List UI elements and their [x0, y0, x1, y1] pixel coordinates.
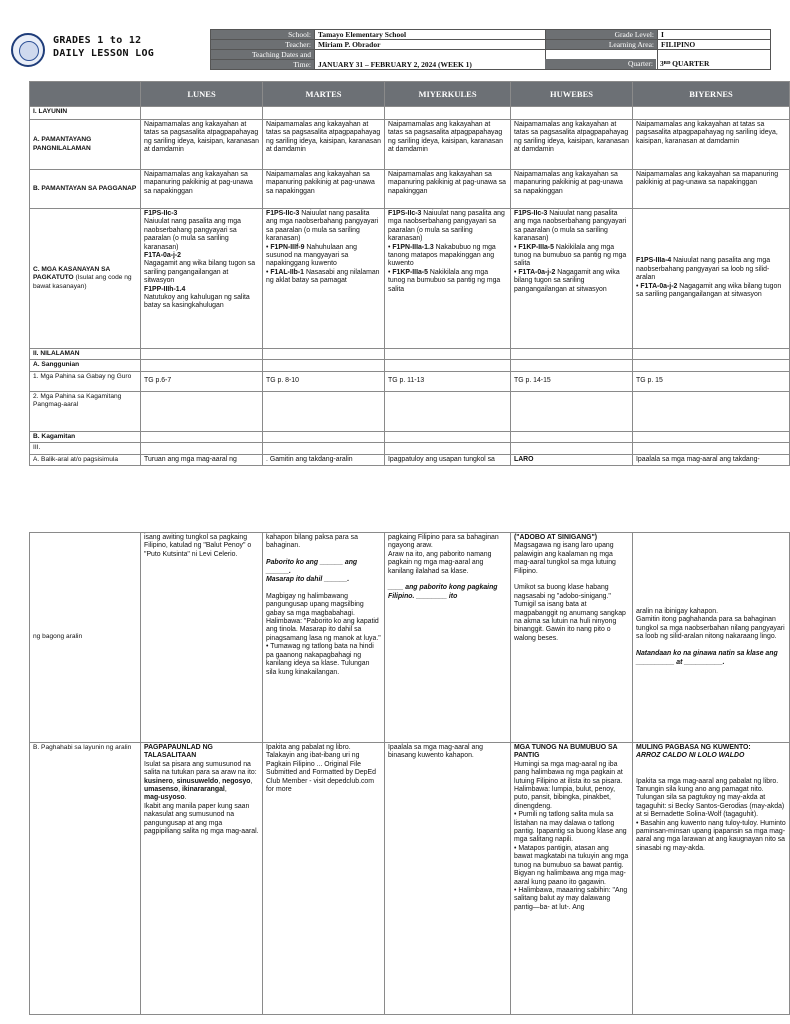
balik-cont-biyernes: aralin na ibinigay kahapon. Gamitin itong paghahanda para sa bahaginan tungkol sa mga naobserbahan nilang pangyayari sa loob ng silid-aralan nitong nakaraang lingo. Natandaan ko na ginawa natin sa klase ang __________ at __________.: [633, 533, 790, 743]
deped-seal-icon: [11, 33, 45, 67]
balik-martes: . Gamitin ang takdang-aralin: [263, 454, 385, 465]
tg-page-lunes: TG p.6-7: [141, 371, 263, 391]
paghahabi-huwebes: MGA TUNOG NA BUMUBUO SA PANTIG Humingi sa mga mag-aaral ng iba pang halimbawa ng mga pagkain at lutuing Filipino at ilista ito sa pisara. Halimbawa: lumpia, bulut, penoy, puto, pansit, bibingka, pinakbet, dinengdeng. • Pumili ng tatlong salita mula sa listahan na may dalawa o tatlong pantig. Ipapantig sa buong klase ang mga salitang napili. • Matapos pantigin, atasan ang bawat magkatabi na tukuyin ang mga tunog na bumubuo sa bawat pantig. Bigyan ng halimbawa ang mga mag-aaral kung paano ito gagawin. • Halimbawa, maaaring sabihin: "Ang salitang balut ay may dalawang pantig—ba- at lut-. Ang: [511, 743, 633, 1015]
pagganap-martes: Naipamamalas ang kakayahan sa mapanuring pakikinig at pag-unawa sa napakinggan: [263, 170, 385, 209]
day-header-miyerkules: MIYERKULES: [385, 82, 511, 107]
tg-page-huwebes: TG p. 14-15: [511, 371, 633, 391]
paghahabi-miyerkules: Ipaalala sa mga mag-aaral ang binasang kuwento kahapon.: [385, 743, 511, 1015]
day-header-biyernes: BIYERNES: [633, 82, 790, 107]
tg-page-biyernes: TG p. 15: [633, 371, 790, 391]
lesson-log-table-page-2: [29, 532, 790, 1015]
kasanayan-miyerkules: F1PS-IIc-3 Naiuulat nang pasalita ang mga naobserbahang pangyayari sa paaralan (o mula sa sariling karanasan) • F1PN-IIIa-1.3 Nakabubuo ng mga tanong matapos mapakinggan ang kuwento • F1KP-IIIa-5 Nakikilala ang mga tunog na bumubuo sa pantig ng mga salita: [385, 209, 511, 349]
title-line-2: DAILY LESSON LOG: [53, 48, 155, 59]
pagganap-miyerkules: Naipamamalas ang kakayahan sa mapanuring pakikinig at pag-unawa sa napakinggan: [385, 170, 511, 209]
teacher-label: Teacher:: [211, 40, 315, 50]
section-iii-label: III.: [30, 443, 141, 454]
learning-area-value: FILIPINO: [658, 40, 771, 50]
sanggunian-label: A. Sanggunian: [30, 360, 141, 371]
paghahabi-biyernes: MULING PAGBASA NG KUWENTO: ARROZ CALDO NI LOLO WALDO Ipakita sa mga mag-aaral ang pabalat ng libro. Tanungin sila kung ano ang pamagat nito. Tulungan sila sa pagtukoy ng may-akda at tagaguhit: si Becky Santos-Gerodias (may-akda) at si Bernadette Solina-Wolf (tagaguhit). • Basahin ang kuwento nang tuloy-tuloy. Huminto paminsan-minsan upang ipapansin sa mga mag-aaral ang mga larawan at ang kaugnayan nito sa sinasabi ng may-akda.: [633, 743, 790, 1015]
teaching-dates-label-2: Time:: [211, 60, 315, 70]
kasanayan-martes: F1PS-IIc-3 Naiuulat nang pasalita ang mga naobserbahang pangyayari sa paaralan (o mula sa sariling karanasan) • F1PN-IIIf-9 Nahuhulaan ang susunod na mangyayari sa napakinggang kuwento • F1AL-IIb-1 Nasasabi ang nilalaman ng aklat batay sa pamagat: [263, 209, 385, 349]
kasanayan-label: C. MGA KASANAYAN SA PAGKATUTO: [33, 265, 111, 282]
pagganap-huwebes: Naipamamalas ang kakayahan sa mapanuring pakikinig at pag-unawa sa napakinggan: [511, 170, 633, 209]
balik-lunes: Turuan ang mga mag-aaral ng: [141, 454, 263, 465]
kagamitang-pangmag-aaral-label: 2. Mga Pahina sa Kagamitang Pangmag-aaral: [30, 391, 141, 431]
teacher-value: Miriam P. Obrador: [315, 40, 546, 50]
pamantayang-pangnilalaman-miyerkules: Naipamamalas ang kakayahan at tatas sa pagsasalita atpagpapahayag ng sariling ideya, kaisipan, karanasan at damdamin: [385, 120, 511, 170]
nilalaman-label: II. NILALAMAN: [30, 349, 141, 360]
pamantayang-pangnilalaman-martes: Naipamamalas ang kakayahan at tatas sa pagsasalita atpagpapahayag ng sariling ideya, kaisipan, karanasan at damdamin: [263, 120, 385, 170]
grade-level-label: Grade Level:: [546, 30, 658, 40]
balik-cont-lunes: isang awiting tungkol sa pagkaing Filipino, katulad ng "Balut Penoy" o "Puto Kutsinta" ni Levi Celerio.: [141, 533, 263, 743]
kasanayan-note: (Isulat ang code ng bawat kasanayan): [33, 274, 132, 290]
balik-cont-martes: kahapon bilang paksa para sa bahaginan. Paborito ko ang ______ ang ______. Masarap ito dahil ______. Magbigay ng halimbawang pangungusap upang magsilbing gabay sa mga magbabahagi. Halimbawa: "Paborito ko ang kapatid ang tinola. Masarap ito dahil sa pinagsamang lasa ng manok at luya." • Tumawag ng tatlong bata na hindi pa gaanong nakapagbahagi ng kanilang ideya sa klase. Tulungan sila kung kinakailangan.: [263, 533, 385, 743]
kasanayan-lunes: F1PS-IIc-3 Naiuulat nang pasalita ang mga naobserbahang pangyayari sa paaralan (o mula sa sariling karanasan) F1TA-0a-j-2 Nagagamit ang wika bilang tugon sa sariling pangangailangan at sitwasyon F1PP-IIIh-1.4 Natutukoy ang kahulugan ng salita batay sa kasingkahulugan: [141, 209, 263, 349]
school-value: Tamayo Elementary School: [315, 30, 546, 40]
pamantayang-pangnilalaman-biyernes: Naipamamalas ang kakayahan at tatas sa pagsasalita atpagpapahayag ng sariling ideya, kaisipan, karanasan at damdamin: [633, 120, 790, 170]
kasanayan-biyernes: F1PS-IIIa-4 Naiuulat nang pasalita ang mga naobserbahang pangyayari sa loob ng silid-aralan • F1TA-0a-j-2 Nagagamit ang wika bilang tugon sa sariling pangangailangan at sitwasyon: [633, 209, 790, 349]
balik-biyernes: Ipaalala sa mga mag-aaral ang takdang-: [633, 454, 790, 465]
paghahabi-label: B. Paghahabi sa layunin ng aralin: [30, 743, 141, 1015]
pagganap-lunes: Naipamamalas ang kakayahan sa mapanuring pakikinig at pag-unawa sa napakinggan: [141, 170, 263, 209]
quarter-label: Quarter:: [545, 59, 656, 69]
pagganap-biyernes: Naipamamalas ang kakayahan sa mapanuring pakikinig at pag-unawa sa napakinggan: [633, 170, 790, 209]
teaching-dates-value: JANUARY 31 – FEBRUARY 2, 2024 (WEEK 1): [315, 50, 546, 70]
day-header-lunes: LUNES: [141, 82, 263, 107]
grade-level-value: I: [658, 30, 771, 40]
tg-page-miyerkules: TG p. 11-13: [385, 371, 511, 391]
day-header-huwebes: HUWEBES: [511, 82, 633, 107]
balik-huwebes: LARO: [511, 454, 633, 465]
balik-cont-huwebes: ("ADOBO AT SINIGANG") Magsagawa ng isang laro upang palawigin ang kaalaman ng mga mag-aaral tungkol sa mga lutuing Filipino. Umikot sa buong klase habang nagsasabi ng "adobo-sinigang." Tumigil sa isang bata at magpabanggit ng anumang sangkap na akma sa lutuin na huli ninyong binanggit. Gawin ito nang pito o walong beses.: [511, 533, 633, 743]
balik-miyerkules: Ipagpatuloy ang usapan tungkol sa: [385, 454, 511, 465]
kasanayan-label-cell: [30, 209, 141, 349]
school-label: School:: [211, 30, 315, 40]
pamantayang-pangnilalaman-label: A. PAMANTAYANG PANGNILALAMAN: [30, 120, 141, 170]
tg-page-martes: TG p. 8-10: [263, 371, 385, 391]
balik-aral-label: A. Balik-aral at/o pagsisimula: [30, 454, 141, 465]
lesson-log-table-page-1: [29, 81, 790, 466]
kagamitan-label: B. Kagamitan: [30, 431, 141, 442]
gabay-ng-guro-label: 1. Mga Pahina sa Gabay ng Guro: [30, 371, 141, 391]
day-header-martes: MARTES: [263, 82, 385, 107]
quarter-value: 3ᴿᴰ QUARTER: [660, 59, 710, 68]
title-line-1: GRADES 1 to 12: [53, 35, 142, 46]
pamantayan-sa-pagganap-label: B. PAMANTAYAN SA PAGGANAP: [30, 170, 141, 209]
kasanayan-huwebes: F1PS-IIc-3 Naiuulat nang pasalita ang mga naobserbahang pangyayari sa paaralan (o mula sa sariling karanasan) • F1KP-IIIa-5 Nakikilala ang mga tunog na bumubuo sa pantig ng mga salita • F1TA-0a-j-2 Nagagamit ang wika bilang tugon sa sariling pangangailangan at sitwasyon: [511, 209, 633, 349]
pamantayang-pangnilalaman-lunes: Naipamamalas ang kakayahan at tatas sa pagsasalita atpagpapahayag ng sariling ideya, kaisipan, karanasan at damdamin: [141, 120, 263, 170]
balik-cont-miyerkules: pagkaing Filipino para sa bahaginan ngayong araw. Araw na ito, ang paborito namang pagkain ng mga mag-aaral ang kanilang ilalahad sa klase. ____ ang paborito kong pagkaing Filipino. ________ ito: [385, 533, 511, 743]
learning-area-label: Learning Area:: [546, 40, 658, 50]
teaching-dates-label-1: Teaching Dates and: [211, 50, 315, 60]
paghahabi-martes: Ipakita ang pabalat ng libro. Talakayin ang ibat-ibang uri ng Pagkain Filipino ... Original File Submitted and Formatted by DepEd Club Member - visit depedclub.com for more: [263, 743, 385, 1015]
layunin-label: I. LAYUNIN: [30, 107, 141, 120]
pamantayang-pangnilalaman-huwebes: Naipamamalas ang kakayahan at tatas sa pagsasalita atpagpapahayag ng sariling ideya, kaisipan, karanasan at damdamin: [511, 120, 633, 170]
bagong-aralin-label: ng bagong aralin: [30, 533, 141, 743]
paghahabi-lunes: PAGPAPAUNLAD NG TALASALITAAN Isulat sa pisara ang sumusunod na salita na tutukan para sa araw na ito: kusinero, sinusuweldo, negosyo, umasenso, ikinararangal, mag-usyoso. Ikabit ang manila paper kung saan nakasulat ang sumusunod na pangungusap at ang mga pagpipiliang salita ng mga mag-aaral.: [141, 743, 263, 1015]
